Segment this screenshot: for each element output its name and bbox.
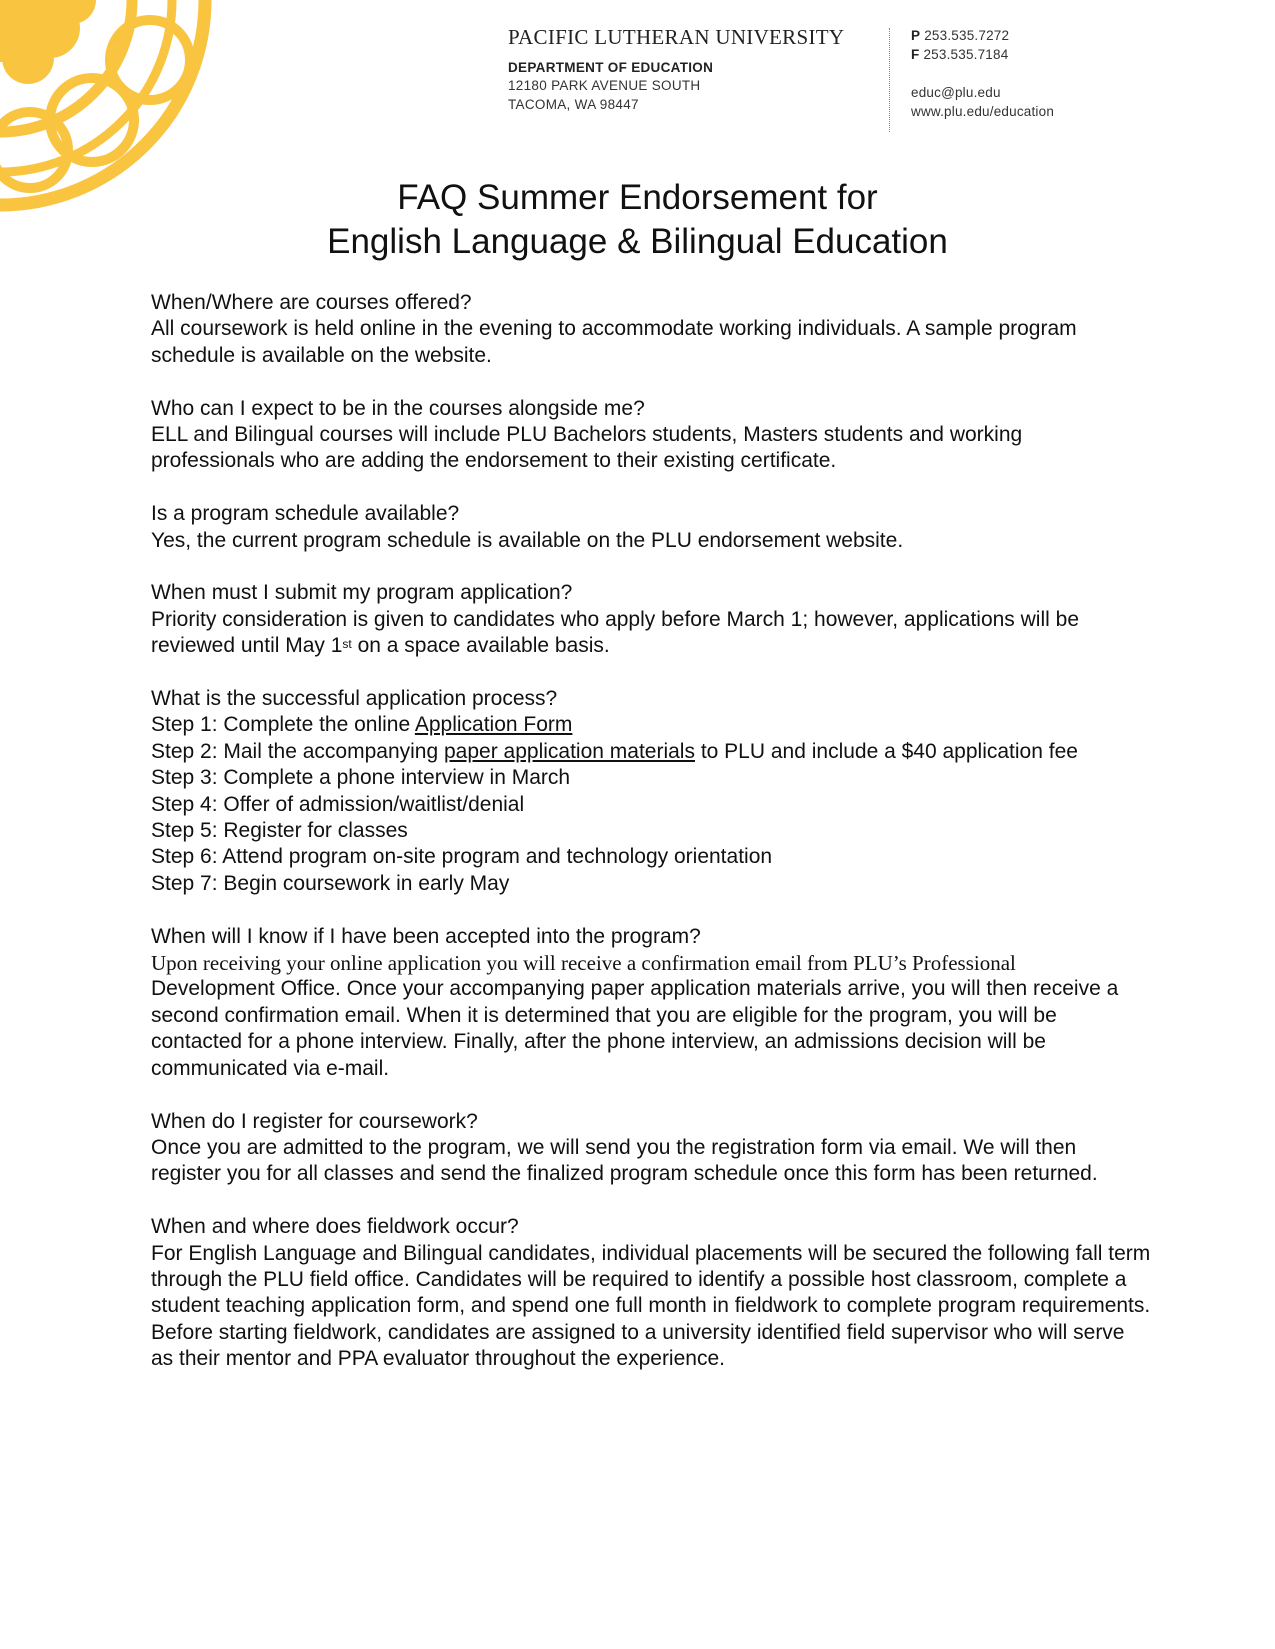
application-form-link[interactable]: Application Form <box>414 713 573 737</box>
website-url[interactable]: www.plu.edu/education <box>911 104 1055 119</box>
step-text: to PLU and include a $40 application fee <box>694 739 1078 763</box>
faq-content <box>151 290 1151 1399</box>
faq-answer: Yes, the current program schedule is available on the PLU endorsement website. <box>151 528 904 552</box>
process-step: Step 5: Register for classes <box>151 819 408 843</box>
faq-answer: Once you are admitted to the program, we will send you the registration form via email. We will then register you for all classes and send the finalized program schedule once this form has been returned. <box>151 1135 1098 1186</box>
answer-text: Priority consideration is given to candidates who apply before March 1; however, applications will be reviewed until May 1 <box>151 607 1079 658</box>
phone-label: P <box>911 28 921 43</box>
title-line-2: English Language & Bilingual Education <box>327 222 948 261</box>
faq-question: When and where does fieldwork occur? <box>151 1215 519 1239</box>
faq-question: What is the successful application process? <box>151 687 558 711</box>
faq-question: Who can I expect to be in the courses alongside me? <box>151 396 645 420</box>
address-line-1: 12180 PARK AVENUE SOUTH <box>508 78 701 93</box>
email-address[interactable]: educ@plu.edu <box>911 85 1001 100</box>
faq-question: When do I register for coursework? <box>151 1109 478 1133</box>
faq-question: When/Where are courses offered? <box>151 291 472 314</box>
fax-line <box>911 45 1054 64</box>
faq-question: When must I submit my program application? <box>151 581 573 605</box>
faq-item <box>151 501 1151 554</box>
phone-number: 253.535.7272 <box>924 28 1010 43</box>
answer-text: on a space available basis. <box>351 634 610 658</box>
faq-item <box>151 1214 1151 1372</box>
process-step <box>151 712 1151 738</box>
faq-item <box>151 580 1151 659</box>
paper-materials-link[interactable]: paper application materials <box>444 739 695 763</box>
faq-item <box>151 686 1151 897</box>
ordinal-suffix: st <box>342 637 352 652</box>
fax-label: F <box>911 47 920 62</box>
phone-line <box>911 26 1054 45</box>
process-step: Step 4: Offer of admission/waitlist/denial <box>151 792 525 816</box>
contact-info <box>911 26 1054 121</box>
letterhead-divider <box>889 28 890 132</box>
faq-answer: For English Language and Bilingual candidates, individual placements will be secured the following fall term through the PLU field office. Candidates will be required to identify a possible host classroom, complete a student teaching application form, and spend one full month in fieldwork to complete program requirements. Before starting fieldwork, candidates are assigned to a university identified field supervisor who will serve as their mentor and PPA evaluator throughout the experience. <box>151 1241 1151 1371</box>
step-text: Step 2: Mail the accompanying <box>151 739 444 763</box>
faq-item <box>151 924 1151 1082</box>
title-line-1: FAQ Summer Endorsement for <box>397 178 878 217</box>
document-title <box>0 176 1275 264</box>
process-step: Step 7: Begin coursework in early May <box>151 871 510 895</box>
faq-item <box>151 290 1151 369</box>
address-line-2: TACOMA, WA 98447 <box>508 97 639 112</box>
letterhead <box>508 25 844 114</box>
department-name: DEPARTMENT OF EDUCATION <box>508 60 714 75</box>
process-step: Step 6: Attend program on-site program and technology orientation <box>151 845 773 869</box>
faq-question: Is a program schedule available? <box>151 502 460 526</box>
faq-item <box>151 1109 1151 1188</box>
step-text: Step 1: Complete the online <box>151 713 415 737</box>
university-name: PACIFIC LUTHERAN UNIVERSITY <box>508 25 845 49</box>
fax-number: 253.535.7184 <box>923 47 1009 62</box>
faq-answer: Development Office. Once your accompanying paper application materials arrive, you will then receive a second confirmation email. When it is determined that you are eligible for the program, you will be contacted for a phone interview. Finally, after the phone interview, an admissions decision will be communicated via e-mail. <box>151 977 1119 1080</box>
faq-answer <box>151 607 1151 660</box>
faq-question: When will I know if I have been accepted into the program? <box>151 924 701 948</box>
faq-answer: All coursework is held online in the evening to accommodate working individuals. A sample program schedule is available on the website. <box>151 317 1077 367</box>
process-step: Step 3: Complete a phone interview in March <box>151 766 571 790</box>
faq-item <box>151 396 1151 475</box>
process-step <box>151 739 1151 765</box>
faq-answer-first-line: Upon receiving your online application you will receive a confirmation email from PLU’s Professional <box>151 951 1016 976</box>
faq-answer: ELL and Bilingual courses will include PLU Bachelors students, Masters students and working professionals who are adding the endorsement to their existing certificate. <box>151 423 1023 473</box>
